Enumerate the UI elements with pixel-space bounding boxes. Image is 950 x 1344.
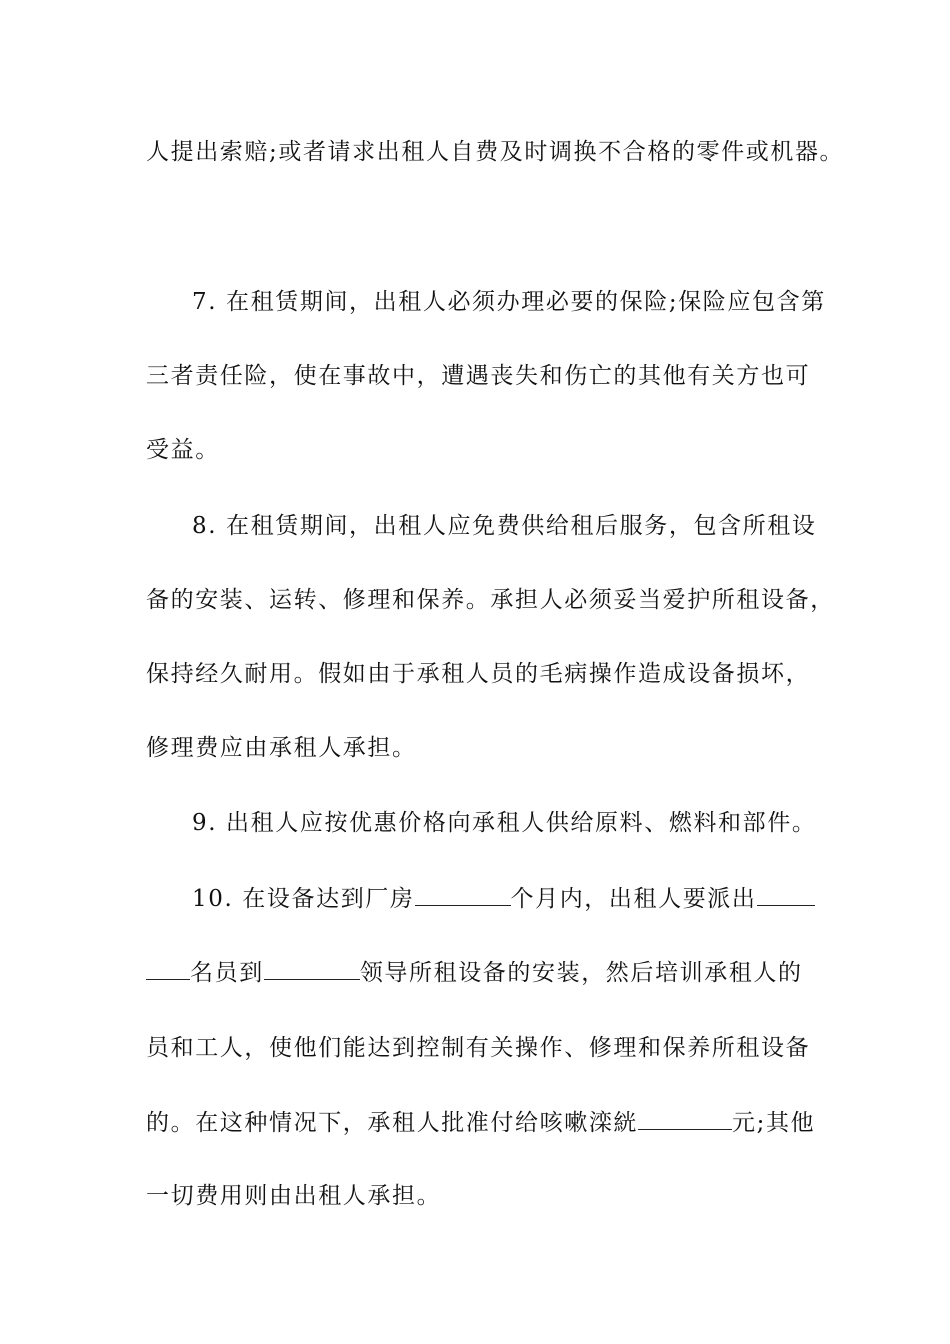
fill-blank-staff-count-cont[interactable] [146,957,190,980]
clause-8-line: 8. 在租赁期间，出租人应免费供给租后服务，包含所租设 [192,513,817,539]
clause-9-line: 9. 出租人应按优惠价格向承租人供给原料、燃料和部件。 [192,810,817,836]
text-line: 人提出索赔;或者请求出租人自费及时调换不合格的零件或机器。 [146,139,845,165]
fill-blank-staff-count[interactable] [757,883,815,906]
text-line: 员和工人，使他们能达到控制有关操作、修理和保养所租设备 [146,1035,811,1061]
fill-blank-months[interactable] [415,883,511,906]
text-line: 受益。 [146,437,220,463]
text-line: 一切费用则由出租人承担。 [146,1183,442,1209]
text-segment: 的。在这种情况下，承租人批准付给咳嗽滦絖 [146,1110,638,1136]
clause-7-line: 7. 在租赁期间，出租人必须办理必要的保险;保险应包含第 [192,289,826,315]
text-line [146,1107,826,1138]
text-line: 修理费应由承租人承担。 [146,735,417,761]
text-line [146,957,826,988]
clause-10-line [192,883,872,914]
text-segment: 名员到 [190,960,264,986]
text-segment: 元;其他 [732,1110,816,1136]
fill-blank-location[interactable] [264,957,360,980]
fill-blank-amount[interactable] [638,1107,732,1130]
text-line: 保持经久耐用。假如由于承租人员的毛病操作造成设备损坏， [146,661,811,687]
text-line: 三者责任险，使在事故中，遭遇丧失和伤亡的其他有关方也可 [146,363,811,389]
text-line: 备的安装、运转、修理和保养。承担人必须妥当爱护所租设备， [146,587,835,613]
text-segment: 10. 在设备达到厂房 [192,886,415,912]
text-segment: 个月内，出租人要派出 [510,886,757,912]
text-segment: 领导所租设备的安装，然后培训承租人的 [359,960,803,986]
